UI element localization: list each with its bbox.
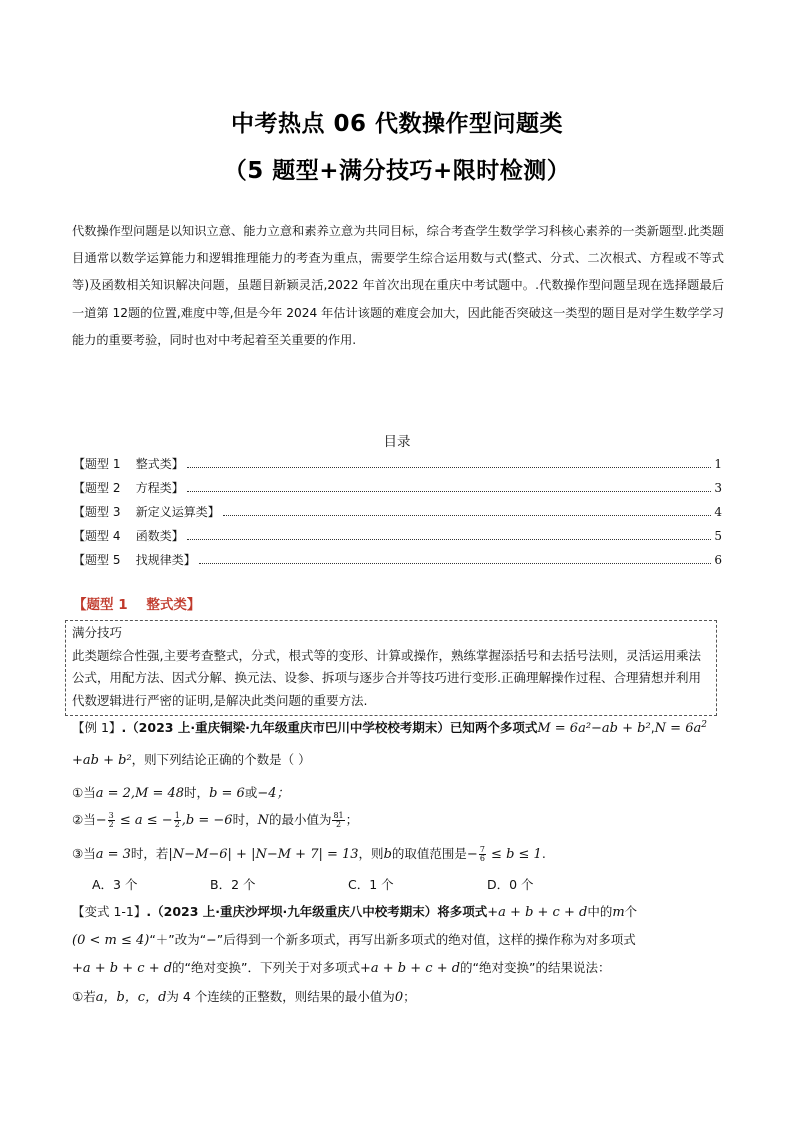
math-expr: +a + b + c + d	[72, 961, 173, 976]
statement-text: 的最小值为	[268, 812, 332, 827]
math-expr: +a + b + c + d	[360, 961, 461, 976]
fraction-denominator: 2	[174, 820, 180, 829]
toc-title: 目录	[383, 434, 411, 450]
toc-item-label: 【题型 2 方程类】	[73, 481, 184, 495]
polynomial-n: N = 6a	[654, 721, 702, 736]
variant-1-line-3	[72, 958, 732, 976]
math-expr: ,b = −6	[181, 813, 233, 828]
variant-tag: 【变式 1-1】	[72, 904, 147, 919]
toc-item-page: 5	[714, 529, 722, 543]
fraction	[174, 812, 181, 829]
statement-text: 或	[244, 785, 258, 800]
page-title: 中考热点 06 代数操作型问题类	[230, 111, 564, 137]
statement-1	[72, 782, 732, 801]
statement-text: ，则	[358, 846, 384, 861]
statement-text: ；	[345, 812, 359, 827]
example-1-line-2	[72, 750, 732, 768]
toc-item-label: 【题型 1 整式类】	[73, 457, 184, 471]
fraction-numerator: 81	[333, 811, 344, 820]
fraction	[479, 846, 486, 863]
fraction-denominator: 6	[479, 854, 485, 863]
toc-item-page: 6	[714, 553, 722, 567]
option-c[interactable]: C．1 个	[348, 877, 394, 892]
variant-source: .（2023 上·重庆沙坪坝·九年级重庆八中校考期末）将多项式	[146, 904, 488, 919]
polynomial-n-rest: +ab + b²	[72, 753, 132, 768]
statement-text: “＋”改为“−”后得到一个新多项式，再写出新多项式的绝对值，这样的操作称为对多项式	[149, 932, 636, 947]
statement-text: 的取值范围是	[391, 846, 467, 861]
statement-text: 个	[624, 904, 638, 919]
statement-text: 的“绝对变换”的结果说法：	[460, 960, 611, 975]
variant-1-line-2	[72, 930, 732, 948]
math-expr: +a + b + c + d	[487, 905, 588, 920]
math-expr: ≤ b ≤ 1	[486, 847, 542, 862]
toc-leader-dots	[223, 501, 711, 516]
math-expr: −	[95, 813, 107, 828]
statement-prefix: ①当	[72, 785, 96, 800]
toc-item[interactable]	[73, 452, 722, 476]
toc-item[interactable]	[73, 476, 722, 500]
math-expr: ≤ a ≤ −	[115, 813, 173, 828]
statement-prefix: ③当	[72, 846, 96, 861]
math-expr: −	[466, 847, 478, 862]
toc-item-page: 1	[714, 457, 722, 471]
math-expr: a = 3	[95, 847, 131, 862]
math-expr: (0 < m ≤ 4)	[72, 933, 150, 948]
math-expr: −4；	[257, 786, 290, 801]
separator: ,	[650, 720, 655, 735]
math-expr: a，b，c，d	[95, 990, 167, 1005]
option-d[interactable]: D．0 个	[487, 877, 534, 892]
statement-text: ；	[403, 989, 416, 1004]
statement-text: 的“绝对变换”．下列关于对多项式	[172, 960, 360, 975]
statement-3	[72, 844, 732, 863]
math-expr: N	[257, 813, 269, 828]
statement-prefix: ②当	[72, 812, 96, 827]
toc-leader-dots	[187, 525, 711, 540]
option-a[interactable]: A．3 个	[92, 877, 138, 892]
toc-item[interactable]	[73, 548, 722, 572]
toc-item[interactable]	[73, 524, 722, 548]
section-heading: 【题型 1 整式类】	[73, 597, 201, 613]
table-of-contents	[73, 452, 722, 572]
tips-box	[65, 620, 717, 716]
fraction-numerator: 7	[479, 845, 485, 854]
statement-text: 为 4 个连续的正整数，则结果的最小值为	[166, 989, 395, 1004]
variant-1-statement-1	[72, 986, 732, 1005]
math-expr: 0	[394, 990, 404, 1005]
toc-item-label: 【题型 4 函数类】	[73, 529, 184, 543]
intro-paragraph: 代数操作型问题是以知识立意、能力立意和素养立意为共同目标，综合考查学生数学学习科核心素养的一类新题型.此类题目通常以数学运算能力和逻辑推理能力的考查为重点，需要学生综合运用数与式(整式、分式、二次根式、方程或不等式等)及函数相关知识解决问题，虽题目新颖灵活,2022 年首次出现在重庆中考试题中。.代数操作型问题呈现在选择题最后一道第 12题的位置,难度中等,但是今年 2024 年估计该题的难度会加大，因此能否突破这一类型的题目是对学生数学学习能力的重要考验，同时也对中考起着至关重要的作用.	[72, 224, 724, 347]
fraction-denominator: 2	[336, 820, 342, 829]
example-tag: 【例 1】	[72, 720, 122, 735]
fraction-numerator: 3	[108, 811, 114, 820]
tips-body: 此类题综合性强,主要考查整式，分式，根式等的变形、计算或操作，熟练掌握添括号和去括号法则，灵活运用乘法公式，用配方法、因式分解、换元法、设参、拆项与逐步合并等技巧进行变形.正确理解操作过程、合理猜想并利用代数逻辑进行严密的证明,是解决此类问题的重要方法.	[72, 647, 701, 708]
exponent: 2	[701, 719, 707, 730]
statement-text: .	[541, 846, 546, 861]
fraction-numerator: 1	[174, 811, 180, 820]
question-ask: ，则下列结论正确的个数是（ ）	[131, 752, 311, 767]
toc-item-label: 【题型 3 新定义运算类】	[73, 505, 220, 519]
variant-1-line-1	[72, 902, 732, 920]
statement-text: 时，	[184, 785, 210, 800]
tips-heading: 满分技巧	[72, 625, 123, 640]
toc-item-page: 3	[714, 481, 722, 495]
fraction-denominator: 2	[108, 820, 114, 829]
fraction	[108, 812, 115, 829]
example-source: .（2023 上·重庆铜梁·九年级重庆市巴川中学校校考期末）已知两个多项式	[121, 720, 538, 735]
page-subtitle: （5 题型+满分技巧+限时检测）	[223, 158, 571, 184]
example-1-line-1	[72, 718, 732, 736]
statement-2	[72, 810, 732, 829]
math-expr: m	[612, 905, 625, 920]
statement-text: 时，	[232, 812, 258, 827]
statement-text: 中的	[587, 904, 613, 919]
math-expr: b	[383, 847, 392, 862]
statement-text: 时，若	[130, 846, 169, 861]
toc-leader-dots	[187, 477, 711, 492]
toc-item[interactable]	[73, 500, 722, 524]
math-expr: a = 2,M = 48	[95, 786, 185, 801]
polynomial-m: M = 6a²−ab + b²	[537, 721, 651, 736]
math-expr: |N−M−6| + |N−M + 7| = 13	[168, 847, 359, 862]
toc-item-label: 【题型 5 找规律类】	[73, 553, 196, 567]
option-b[interactable]: B．2 个	[210, 877, 256, 892]
statement-prefix: ①若	[72, 989, 96, 1004]
toc-item-page: 4	[714, 505, 722, 519]
math-expr: b = 6	[209, 786, 245, 801]
fraction	[332, 812, 344, 829]
toc-leader-dots	[187, 453, 711, 468]
toc-leader-dots	[199, 549, 711, 564]
